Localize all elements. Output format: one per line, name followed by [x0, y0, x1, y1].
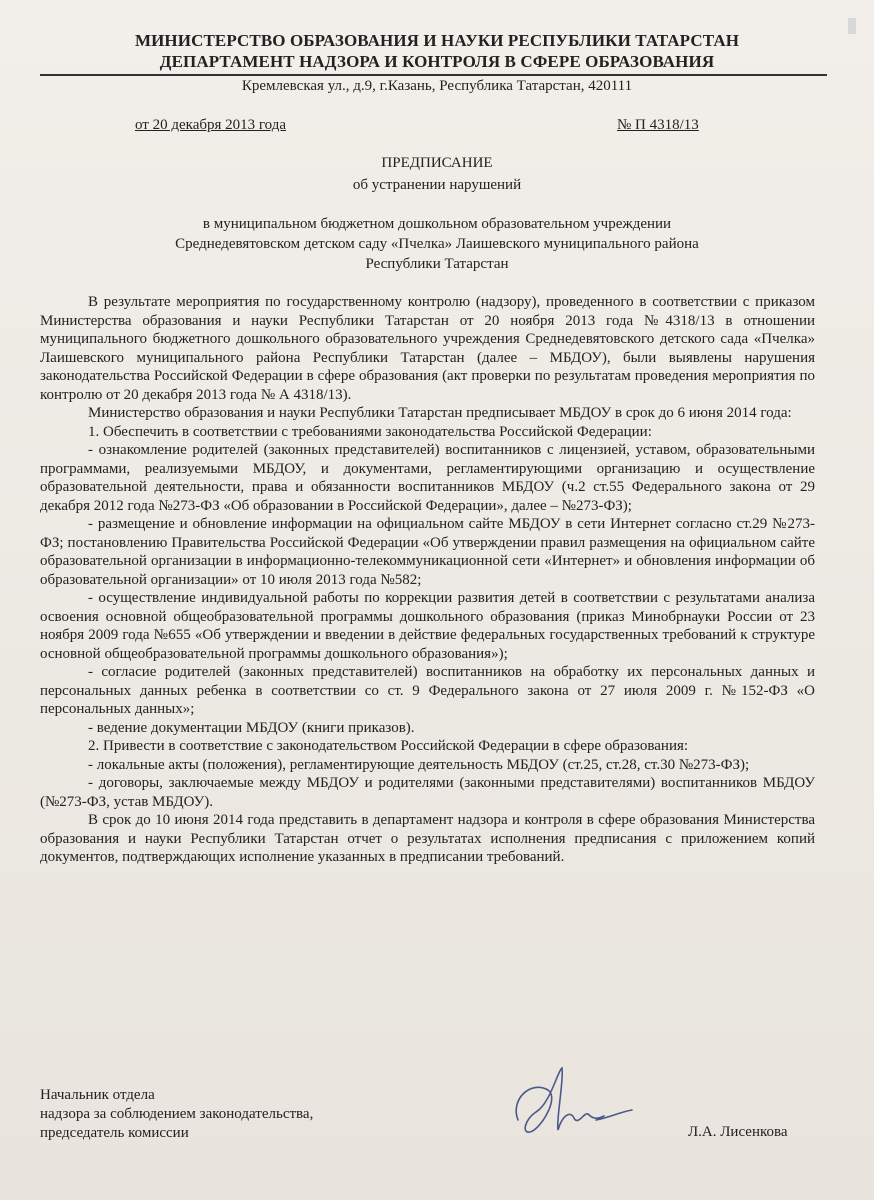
letterhead-divider: [40, 74, 827, 76]
paragraph: 1. Обеспечить в соответствии с требованиями законодательства Российской Федерации:: [88, 423, 652, 440]
paragraph: В результате мероприятия по государственному контролю (надзору), проведенного в соответствии с приказом Министерства образования и науки Республики Татарстан от 20 ноября 2013 года №4318/13 в отношении муниципального бюджетного дошкольного образовательного учреждения Среднедевятовского детского сада «Пчелка» Лаишевского муниципального района Республики Татарстан (далее – МБДОУ), были выявлены нарушения законодательства Российской Федерации в сфере образования (акт проверки по результатам проведения мероприятия по контролю от 20 декабря 2013 года № А 4318/13).: [40, 294, 815, 403]
paragraph: - размещение и обновление информации на официальном сайте МБДОУ в сети Интернет согласно ст.29 №273-ФЗ; постановлению Правительства Российской Федерации «Об утверждении правил размещения на официальном сайте образовательной организации в информационно-телекоммуникационной сети «Интернет» и обновления информации об образовательной организации» от 10 июля 2013 года №582;: [40, 516, 815, 588]
paragraph: 2. Привести в соответствие с законодательством Российской Федерации в сфере образования:: [88, 738, 689, 754]
paragraph: Министерство образования и науки Республики Татарстан предписывает МБДОУ в срок до 6 июня 2014 года:: [88, 405, 792, 421]
document-number: № П 4318/13: [617, 117, 699, 133]
signatory-position: [40, 1086, 313, 1143]
paragraph: - договоры, заключаемые между МБДОУ и родителями (законными представителями) воспитанников МБДОУ (№273-ФЗ, устав МБДОУ).: [40, 775, 815, 810]
document-date: от 20 декабря 2013 года: [135, 117, 287, 133]
subject-line: Среднедевятовском детском саду «Пчелка» Лаишевского муниципального района: [175, 236, 699, 252]
department-name: ДЕПАРТАМЕНТ НАДЗОРА И КОНТРОЛЯ В СФЕРЕ ОБРАЗОВАНИЯ: [159, 52, 715, 71]
subject-line: Республики Татарстан: [365, 256, 509, 272]
paragraph: В срок до 10 июня 2014 года представить в департамент надзора и контроля в сфере образования Министерства образования и науки Республики Татарстан отчет о результатах исполнения предписания с приложением копий документов, подтверждающих исполнение указанных в предписании требований.: [40, 812, 815, 865]
position-line: председатель комиссии: [40, 1125, 189, 1141]
position-line: Начальник отдела: [40, 1087, 155, 1103]
subject-line: в муниципальном бюджетном дошкольном образовательном учреждении: [202, 216, 672, 232]
document-subject: [40, 214, 834, 274]
paragraph: - согласие родителей (законных представителей) воспитанников на обработку их персональных данных и персональных данных ребенка в соответствии со ст. 9 Федерального закона от 27 июля 2009 г. №152-ФЗ «О персональных данных»;: [40, 664, 815, 717]
paragraph: - осуществление индивидуальной работы по коррекции развития детей в соответствии с результатами анализа освоения основной общеобразовательной программы дошкольного образования (приказ Минобрнауки России от 23 ноября 2009 года №655 «Об утверждении и введении в действие федеральных государственных требований к структуре основной общеобразовательной программы дошкольного образования»);: [40, 590, 815, 662]
paragraph: - ознакомление родителей (законных представителей) воспитанников с лицензией, уставом, образовательными программами, реализуемыми МБДОУ, и документами, регламентирующими организацию и осуществление образовательной деятельности, права и обязанности воспитанников МБДОУ (ч.2 ст.55 Федерального закона от 29 декабря 2012 года №273-ФЗ «Об образовании в Российской Федерации», далее – №273-ФЗ);: [40, 442, 815, 514]
document-title: ПРЕДПИСАНИЕ: [381, 155, 493, 171]
paragraph: - локальные акты (положения), регламентирующие деятельность МБДОУ (ст.25, ст.28, ст.30 №273-ФЗ);: [88, 756, 750, 773]
letterhead: [40, 30, 834, 72]
document-title-block: [40, 152, 834, 196]
paragraph: - ведение документации МБДОУ (книги приказов).: [88, 719, 415, 736]
position-line: надзора за соблюдением законодательства,: [40, 1106, 314, 1122]
address: Кремлевская ул., д.9, г.Казань, Республика Татарстан, 420111: [241, 78, 633, 94]
document-body: [40, 293, 815, 867]
ministry-name: МИНИСТЕРСТВО ОБРАЗОВАНИЯ И НАУКИ РЕСПУБЛИКИ ТАТАРСТАН: [134, 31, 740, 50]
scan-mark: [848, 18, 856, 34]
signatory-name: Л.А. Лисенкова: [688, 1124, 788, 1140]
document-subtitle: об устранении нарушений: [352, 177, 522, 193]
handwritten-signature: [500, 1060, 640, 1150]
